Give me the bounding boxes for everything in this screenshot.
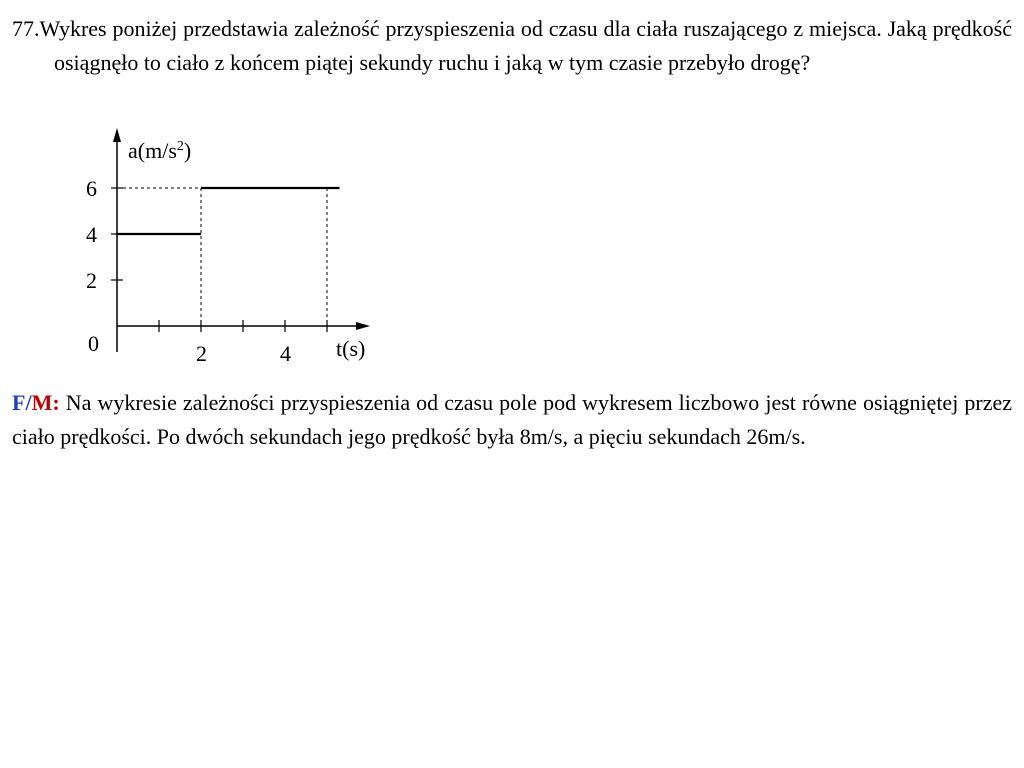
y-axis-label: $a(m/s^2)$ <box>128 138 192 163</box>
answer-block <box>12 386 1012 454</box>
x-axis-arrow <box>356 322 370 330</box>
origin-label: 0 <box>88 331 99 356</box>
y-tick-label-2: 2 <box>86 268 97 293</box>
data-segments <box>117 188 340 234</box>
guide-lines <box>117 188 327 326</box>
x-ticks <box>159 320 327 366</box>
answer-text: Na wykresie zależności przyspieszenia od czasu pole pod wykresem liczbowo jest równe osiągniętej przez ciało prędkości. Po dwóch sekundach jego prędkość była 8m/s, a pięciu sekundach 26m/s. <box>12 390 1012 449</box>
y-tick-label-4: 4 <box>86 222 97 247</box>
answer-label-slash: / <box>25 390 32 415</box>
x-tick-label-2: 2 <box>196 341 207 366</box>
answer-label-f: F <box>12 390 26 415</box>
y-tick-label-6: 6 <box>86 176 97 201</box>
problem-text: 77.Wykres poniżej przedstawia zależność przyspieszenia od czasu dla ciała ruszającego z miejsca. Jaką prędkość osiągnęło to ciało z końcem piątej sekundy ruchu i jaką w tym czasie przebyło drogę? <box>12 16 1012 75</box>
answer-label-m: M: <box>31 390 60 415</box>
x-axis-label: t(s) <box>336 336 366 361</box>
x-tick-label-4: 4 <box>280 341 291 366</box>
y-axis-arrow <box>113 128 121 142</box>
